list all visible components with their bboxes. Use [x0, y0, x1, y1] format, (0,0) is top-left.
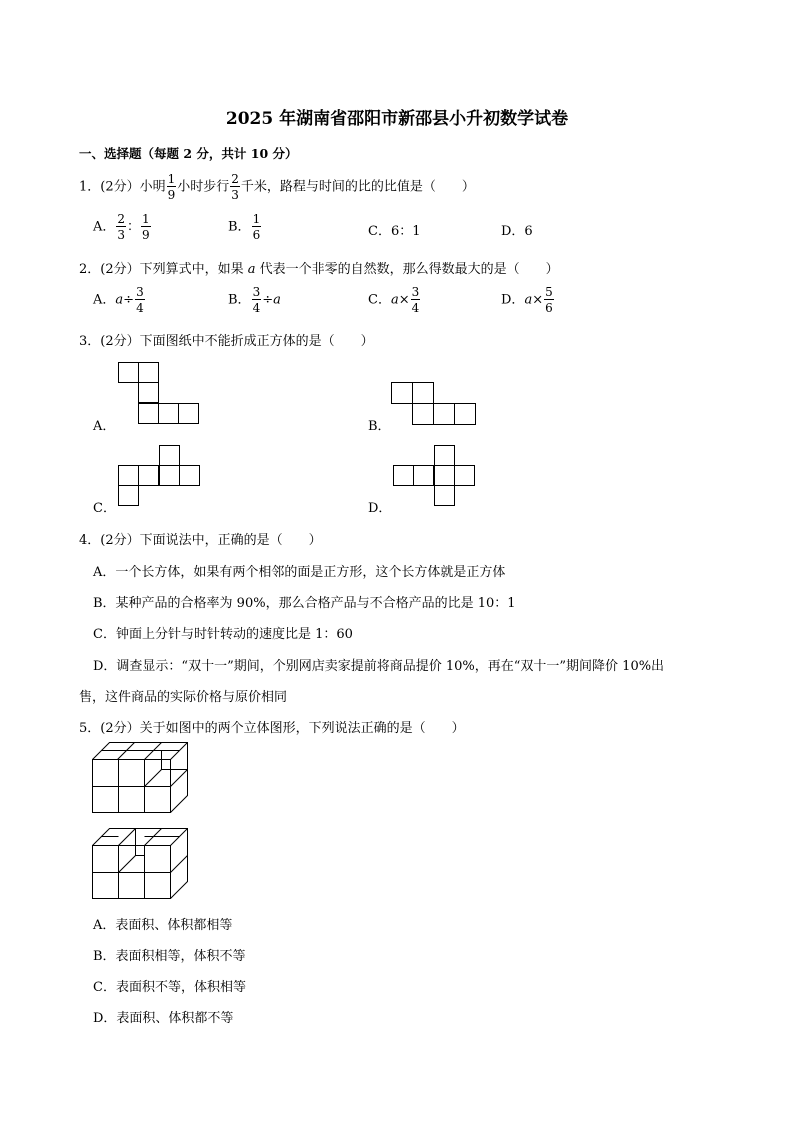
q1-option-a[interactable]: A． $\frac{2}{3}$ ： $\frac{1}{9}$ [93, 212, 150, 242]
q3-option-d[interactable]: D． [368, 501, 392, 516]
question-1-stem [79, 173, 475, 201]
q3-option-a[interactable]: A． [93, 419, 116, 434]
cube-net-b [391, 382, 479, 426]
q1-option-b[interactable]: B． $\frac{1}{6}$ [228, 212, 261, 242]
question-2-stem: 2．(2分）下列算式中，如果 a 代表一个非零的自然数，那么得数最大的是（ ） [79, 262, 559, 277]
q1-prefix: 1．(2分）小明 [79, 179, 166, 195]
section-heading: 一、选择题（每题 2 分，共计 10 分） [79, 146, 298, 161]
q1-option-c[interactable]: C．6：1 [368, 224, 421, 239]
q2-option-b[interactable]: B． $\frac{3}{4}$ ÷a [228, 285, 281, 315]
q5-option-d[interactable]: D．表面积、体积都不等 [93, 1011, 234, 1026]
q5-option-b[interactable]: B．表面积相等，体积不等 [93, 949, 246, 964]
q1-fraction-2: $\frac{2}{3}$ [231, 172, 239, 202]
question-5-stem: 5．(2分）关于如图中的两个立体图形，下列说法正确的是（ ） [79, 721, 465, 736]
cube-net-c [118, 445, 204, 509]
q4-option-b[interactable]: B．某种产品的合格率为 90%，那么合格产品与不合格产品的比是 10：1 [93, 596, 516, 611]
q4-option-d-continued: 售，这件商品的实际价格与原价相同 [79, 690, 288, 705]
q4-option-a[interactable]: A．一个长方体，如果有两个相邻的面是正方形，这个长方体就是正方体 [93, 565, 506, 580]
q3-option-b[interactable]: B． [368, 419, 391, 434]
q3-option-c[interactable]: C． [93, 501, 116, 516]
question-3-stem: 3．(2分）下面图纸中不能折成正方体的是（ ） [79, 334, 374, 349]
q1-option-d[interactable]: D．6 [501, 224, 533, 239]
solid-figure-1 [92, 742, 194, 816]
q1-fraction-1: $\frac{1}{9}$ [167, 172, 176, 202]
q1-mid: 小时步行 [177, 179, 230, 195]
q4-option-d[interactable]: D．调查显示：“双十一”期间，个别网店卖家提前将商品提价 10%，再在“双十一”期间降价 10%出 [93, 659, 665, 674]
q4-option-c[interactable]: C．钟面上分针与时针转动的速度比是 1：60 [93, 627, 353, 642]
q1-suffix: 千米，路程与时间的比的比值是（ ） [240, 179, 475, 195]
cube-net-a [118, 362, 202, 426]
q2-option-a[interactable]: A．a÷ $\frac{3}{4}$ [93, 285, 144, 315]
q2-option-d[interactable]: D．a× $\frac{5}{6}$ [501, 285, 553, 315]
exam-title: 2025 年湖南省邵阳市新邵县小升初数学试卷 [225, 109, 569, 129]
solid-figure-2 [92, 828, 194, 902]
q5-option-a[interactable]: A．表面积、体积都相等 [93, 918, 233, 933]
cube-net-d [393, 445, 479, 509]
q2-option-c[interactable]: C．a× $\frac{3}{4}$ [368, 285, 420, 315]
q5-option-c[interactable]: C．表面积不等，体积相等 [93, 980, 246, 995]
question-4-stem: 4．(2分）下面说法中，正确的是（ ） [79, 533, 322, 548]
